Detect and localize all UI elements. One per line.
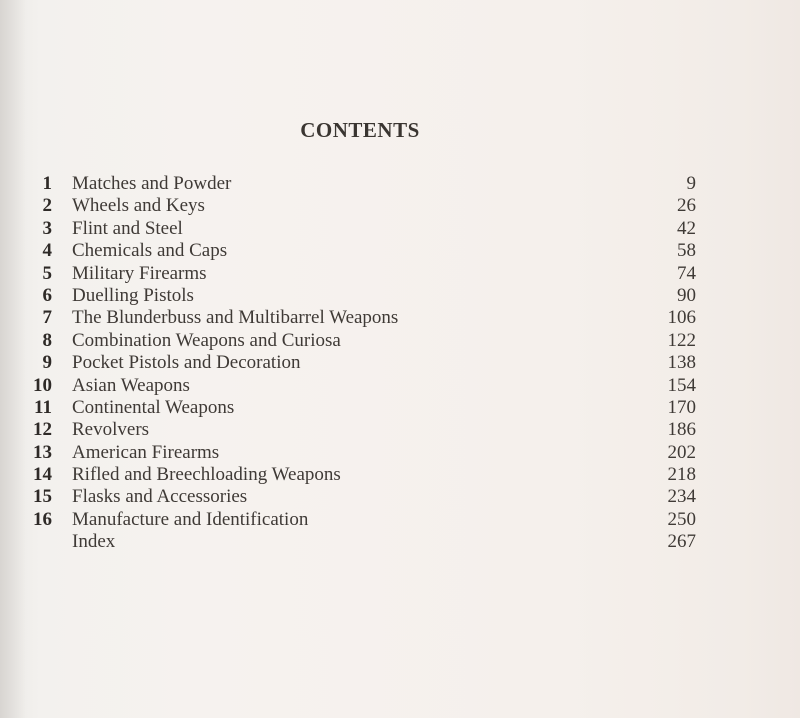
chapter-title: Matches and Powder xyxy=(72,173,232,194)
chapter-number: 14 xyxy=(33,464,52,486)
page-number: 170 xyxy=(667,396,696,418)
chapter-number: 8 xyxy=(42,329,52,351)
chapter-title: Military Firearms xyxy=(72,262,207,284)
page-number: 218 xyxy=(667,464,696,486)
toc-entry xyxy=(24,442,696,464)
chapter-number: 5 xyxy=(42,262,52,284)
toc-entry xyxy=(24,464,696,486)
page-number: 267 xyxy=(667,531,696,553)
page-number: 106 xyxy=(667,307,696,329)
page-number: 122 xyxy=(667,329,696,351)
chapter-title: Asian Weapons xyxy=(72,374,190,396)
chapter-number: 3 xyxy=(42,217,52,239)
chapter-title: Continental Weapons xyxy=(72,396,235,418)
toc-entry xyxy=(24,195,696,217)
chapter-number: 16 xyxy=(33,508,52,530)
chapter-title: Manufacture and Identification xyxy=(72,508,309,530)
toc-entry xyxy=(24,486,696,508)
chapter-number: 13 xyxy=(33,441,52,463)
toc-entry xyxy=(24,307,696,329)
page-number: 58 xyxy=(677,240,696,262)
chapter-title: Chemicals and Caps xyxy=(72,240,228,262)
chapter-number: 15 xyxy=(33,486,52,508)
toc-entry xyxy=(24,240,696,262)
chapter-title: Flasks and Accessories xyxy=(72,486,248,508)
chapter-number: 2 xyxy=(42,195,52,217)
toc-entry xyxy=(24,419,696,441)
chapter-title: Wheels and Keys xyxy=(72,195,205,217)
chapter-title: American Firearms xyxy=(72,441,220,463)
toc-entry xyxy=(24,352,696,374)
page-number: 154 xyxy=(667,374,696,396)
toc-entry xyxy=(24,531,696,553)
chapter-title: Index xyxy=(72,531,116,553)
chapter-title: Flint and Steel xyxy=(72,217,183,239)
toc-entry xyxy=(24,173,696,195)
toc-entry xyxy=(24,509,696,531)
table-of-contents xyxy=(24,173,696,554)
page-number: 250 xyxy=(667,508,696,530)
page-number: 42 xyxy=(677,217,696,239)
chapter-number: 7 xyxy=(42,307,52,329)
toc-entry xyxy=(24,218,696,240)
chapter-number: 11 xyxy=(34,396,52,418)
page-number: 74 xyxy=(677,262,696,284)
page-number: 90 xyxy=(677,284,696,306)
page-gutter-shadow xyxy=(0,0,26,718)
chapter-number: 9 xyxy=(42,352,52,374)
chapter-title: Pocket Pistols and Decoration xyxy=(72,352,301,374)
page-number: 202 xyxy=(667,441,696,463)
chapter-number: 12 xyxy=(33,419,52,441)
page-number: 138 xyxy=(667,352,696,374)
toc-entry xyxy=(24,263,696,285)
chapter-number: 1 xyxy=(42,173,52,194)
chapter-title: Revolvers xyxy=(72,419,150,441)
toc-entry xyxy=(24,397,696,419)
chapter-number: 6 xyxy=(42,284,52,306)
page-number: 9 xyxy=(686,173,696,194)
chapter-title: The Blunderbuss and Multibarrel Weapons xyxy=(72,307,399,329)
page-number: 234 xyxy=(667,486,696,508)
toc-entry xyxy=(24,330,696,352)
chapter-number: 4 xyxy=(42,240,52,262)
chapter-title: Duelling Pistols xyxy=(72,284,194,306)
toc-entry xyxy=(24,285,696,307)
page-title: CONTENTS xyxy=(300,118,420,143)
chapter-title: Rifled and Breechloading Weapons xyxy=(72,464,341,486)
page-number: 186 xyxy=(667,419,696,441)
toc-entry xyxy=(24,375,696,397)
chapter-number: 10 xyxy=(33,374,52,396)
page-number: 26 xyxy=(677,195,696,217)
chapter-title: Combination Weapons and Curiosa xyxy=(72,329,341,351)
